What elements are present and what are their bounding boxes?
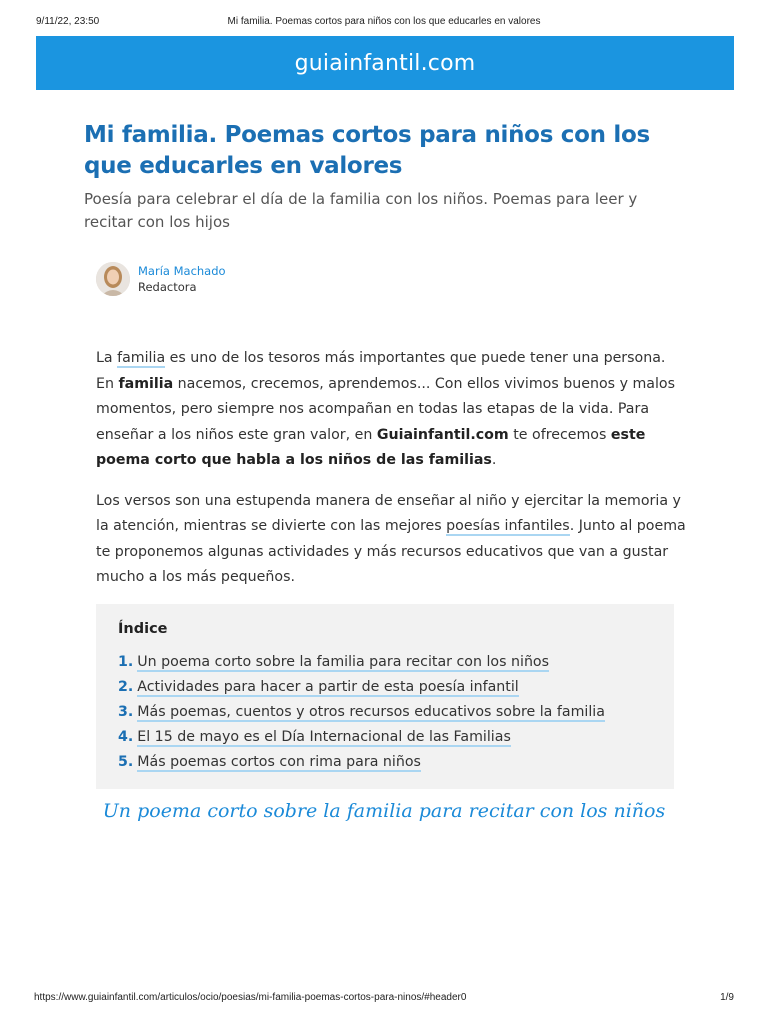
paragraph-verses (96, 489, 686, 591)
site-logo[interactable]: guiainfantil.com (294, 50, 476, 76)
article-subtitle: Poesía para celebrar el día de la familia con los niños. Poemas para leer y recitar con los hijos (84, 190, 638, 231)
index-item[interactable] (118, 675, 605, 700)
print-page-number: 1/9 (720, 992, 734, 1003)
author-box (96, 262, 226, 296)
avatar-image (96, 262, 130, 296)
link-familia[interactable]: familia (117, 350, 166, 366)
index-item-link[interactable]: Actividades para hacer a partir de esta poesía infantil (137, 679, 519, 695)
article-header (84, 120, 684, 234)
index-item-link[interactable]: Más poemas, cuentos y otros recursos educativos sobre la familia (137, 704, 605, 720)
table-of-contents (96, 604, 674, 789)
index-item[interactable] (118, 725, 605, 750)
author-name[interactable]: María Machado (138, 264, 226, 278)
bold-familia: familia (118, 375, 174, 392)
index-item[interactable] (118, 750, 605, 775)
index-title: Índice (118, 621, 168, 637)
author-avatar[interactable] (96, 262, 130, 296)
index-item-link[interactable]: Más poemas cortos con rima para niños (137, 754, 421, 770)
article-body (96, 346, 686, 606)
print-footer (34, 992, 734, 1008)
site-header (36, 36, 734, 90)
text-run: nacemos, crecemos, aprendemos... Con ellos vivimos buenos y malos momentos, pero siempre nos acompañan en todas las etapas de la vida. Para enseñar a los niños este gran valor, en (96, 375, 675, 443)
text-run: Los versos son una estupenda manera de enseñar al niño y ejercitar la memoria y la atención, mientras se divierte con las mejores (96, 492, 681, 534)
bold-site-name: Guiainfantil.com (376, 426, 509, 443)
author-role: Redactora (138, 280, 197, 294)
index-item-number: 2. (118, 679, 134, 695)
article-title: Mi familia. Poemas cortos para niños con los que educarles en valores (84, 122, 650, 179)
index-list (118, 650, 605, 775)
index-item-link[interactable]: Un poema corto sobre la familia para recitar con los niños (137, 654, 550, 670)
index-item-number: 5. (118, 754, 134, 770)
text-run: . (491, 452, 497, 468)
index-item-number: 4. (118, 729, 134, 745)
text-run: . Junto al poema te proponemos algunas actividades y más recursos educativos que van a gustar mucho a los más pequeños. (96, 518, 686, 585)
link-poesias-infantiles[interactable]: poesías infantiles (446, 518, 570, 534)
print-url: https://www.guiainfantil.com/articulos/ocio/poesias/mi-familia-poemas-cortos-para-ninos/#header0 (34, 992, 467, 1003)
print-date: 9/11/22, 23:50 (36, 16, 100, 27)
index-item-number: 1. (118, 654, 134, 670)
index-item-number: 3. (118, 704, 134, 720)
paragraph-intro (96, 346, 686, 474)
print-header (36, 16, 732, 32)
index-item[interactable] (118, 700, 605, 725)
index-item-link[interactable]: El 15 de mayo es el Día Internacional de las Familias (137, 729, 511, 745)
bold-poem-description: este poema corto que habla a los niños de las familias (96, 426, 646, 468)
index-item[interactable] (118, 650, 605, 675)
author-info (138, 263, 226, 295)
section-heading: Un poema corto sobre la familia para recitar con los niños (102, 800, 666, 822)
text-run: La (96, 350, 118, 366)
print-doc-title: Mi familia. Poemas cortos para niños con los que educarles en valores (227, 16, 541, 27)
text-run: es uno de los tesoros más importantes que puede tener una persona. En (96, 350, 666, 392)
text-run: te ofrecemos (508, 426, 611, 443)
